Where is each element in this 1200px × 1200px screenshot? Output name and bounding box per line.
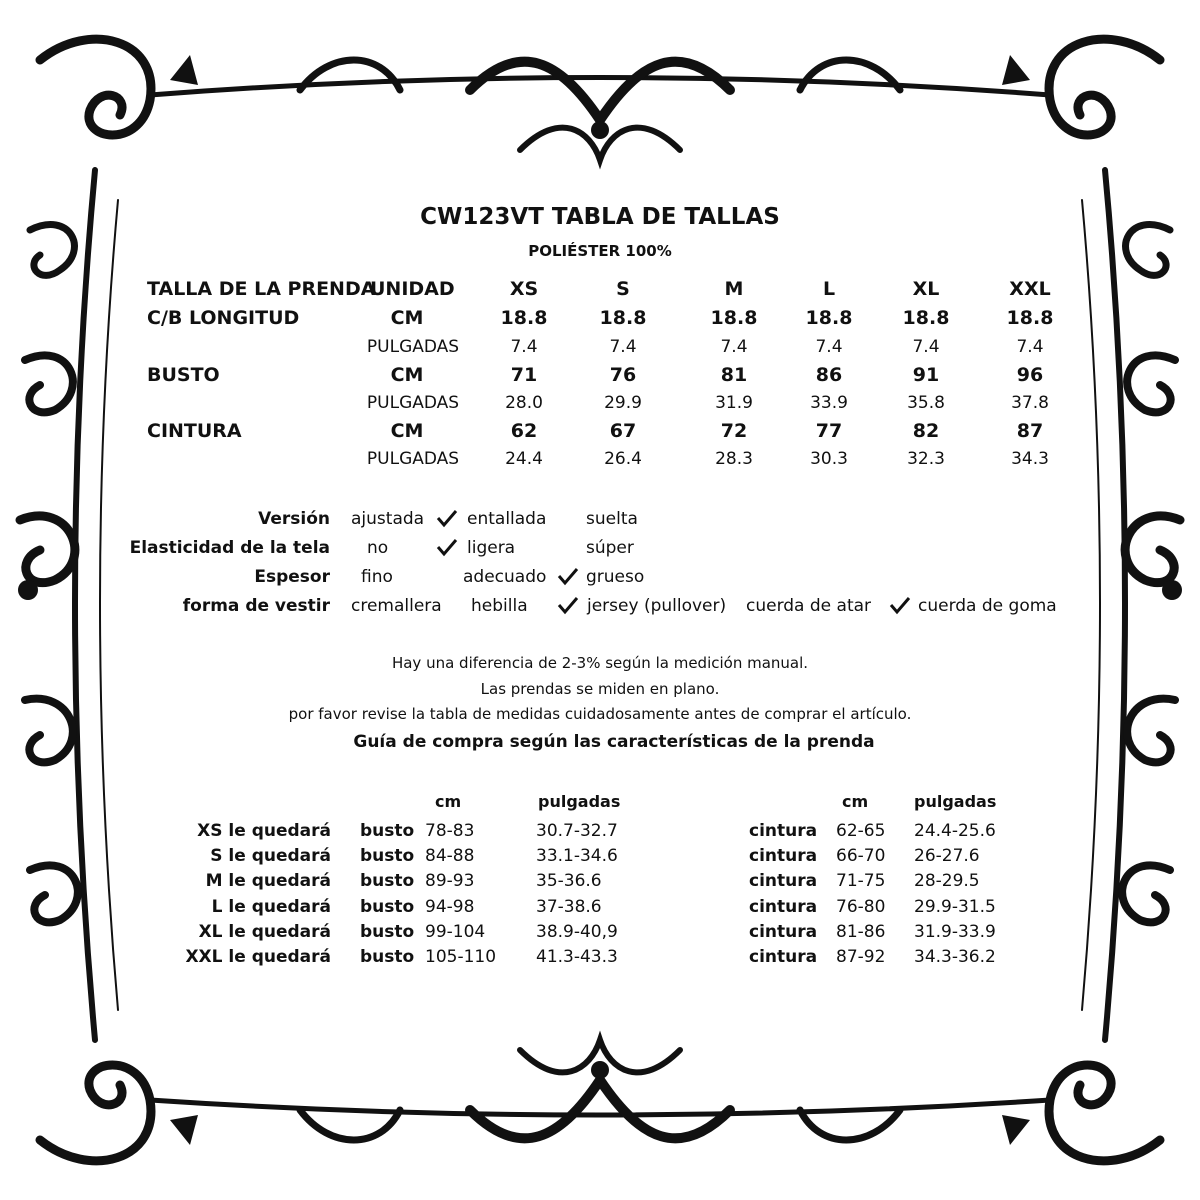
header-size-xs: XS xyxy=(509,278,539,300)
table-cell: 91 xyxy=(912,364,940,386)
guide-part-label: busto xyxy=(360,871,415,891)
table-cell: 18.8 xyxy=(902,307,950,329)
table-cell: 18.8 xyxy=(710,307,758,329)
note-text: Las prendas se miden en plano. xyxy=(480,680,720,698)
row-label-waist: CINTURA xyxy=(147,420,242,442)
header-size-s: S xyxy=(616,278,630,300)
feature-option: adecuado xyxy=(463,567,547,587)
guide-size-label: M le quedará xyxy=(205,871,331,891)
guide-part-label: busto xyxy=(360,947,415,967)
guide-value: 33.1-34.6 xyxy=(536,846,618,866)
table-cell: 76 xyxy=(609,364,637,386)
table-cell: 86 xyxy=(815,364,843,386)
unit-cm: CM xyxy=(390,364,424,386)
guide-value: 37-38.6 xyxy=(536,897,602,917)
guide-size-label: L le quedará xyxy=(211,897,331,917)
feature-option: cuerda de atar xyxy=(746,596,872,616)
table-cell: 81 xyxy=(720,364,748,386)
header-garment-size: TALLA DE LA PRENDA xyxy=(147,278,376,300)
guide-part-label: cintura xyxy=(749,947,818,967)
table-cell: 7.4 xyxy=(912,337,940,357)
feature-option: jersey (pullover) xyxy=(587,596,727,616)
table-cell: 26.4 xyxy=(604,449,642,469)
unit-inches: PULGADAS xyxy=(366,337,460,357)
guide-value: 87-92 xyxy=(836,947,886,967)
guide-header-cm: cm xyxy=(435,792,462,811)
table-cell: 18.8 xyxy=(599,307,647,329)
feature-label-version: Versión xyxy=(258,509,330,529)
table-cell: 7.4 xyxy=(815,337,843,357)
feature-option: ajustada xyxy=(351,509,425,529)
table-cell: 7.4 xyxy=(1016,337,1044,357)
table-cell: 18.8 xyxy=(1006,307,1054,329)
guide-value: 66-70 xyxy=(836,846,886,866)
table-cell: 29.9 xyxy=(604,393,642,413)
table-cell: 87 xyxy=(1016,420,1044,442)
table-cell: 18.8 xyxy=(500,307,548,329)
guide-value: 24.4-25.6 xyxy=(914,821,996,841)
guide-value: 84-88 xyxy=(425,846,475,866)
feature-option: grueso xyxy=(586,567,645,587)
unit-inches: PULGADAS xyxy=(366,393,460,413)
table-cell: 18.8 xyxy=(805,307,853,329)
table-cell: 7.4 xyxy=(609,337,637,357)
table-cell: 77 xyxy=(815,420,843,442)
guide-value: 34.3-36.2 xyxy=(914,947,996,967)
guide-value: 30.7-32.7 xyxy=(536,821,618,841)
table-cell: 7.4 xyxy=(720,337,748,357)
check-icon xyxy=(557,595,579,615)
feature-option: cremallera xyxy=(351,596,442,616)
table-cell: 62 xyxy=(510,420,538,442)
feature-label-elasticity: Elasticidad de la tela xyxy=(129,538,330,558)
table-cell: 82 xyxy=(912,420,940,442)
guide-part-label: cintura xyxy=(749,821,818,841)
guide-value: 99-104 xyxy=(425,922,486,942)
feature-label-thickness: Espesor xyxy=(254,567,330,587)
table-cell: 96 xyxy=(1016,364,1044,386)
unit-cm: CM xyxy=(390,307,424,329)
guide-part-label: busto xyxy=(360,821,415,841)
guide-value: 29.9-31.5 xyxy=(914,897,996,917)
guide-size-label: S le quedará xyxy=(210,846,331,866)
feature-option: fino xyxy=(361,567,393,587)
feature-option: cuerda de goma xyxy=(918,596,1057,616)
guide-value: 28-29.5 xyxy=(914,871,980,891)
guide-header-inches: pulgadas xyxy=(538,792,621,811)
guide-header-cm: cm xyxy=(842,792,869,811)
feature-option: hebilla xyxy=(471,596,528,616)
feature-label-wear-style: forma de vestir xyxy=(182,596,330,616)
table-cell: 7.4 xyxy=(510,337,538,357)
guide-value: 94-98 xyxy=(425,897,475,917)
header-size-xxl: XXL xyxy=(1009,278,1051,300)
feature-option: súper xyxy=(586,538,634,558)
header-unit: UNIDAD xyxy=(370,278,455,300)
note-text: por favor revise la tabla de medidas cuidadosamente antes de comprar el artículo. xyxy=(288,705,912,723)
guide-size-label: XL le quedará xyxy=(198,922,331,942)
page-title: CW123VT TABLA DE TALLAS xyxy=(420,204,780,230)
table-cell: 35.8 xyxy=(907,393,945,413)
header-size-l: L xyxy=(822,278,836,300)
guide-part-label: cintura xyxy=(749,846,818,866)
feature-option: ligera xyxy=(467,538,516,558)
feature-option: suelta xyxy=(586,509,638,529)
guide-part-label: cintura xyxy=(749,871,818,891)
guide-size-label: XS le quedará xyxy=(197,821,331,841)
feature-option: no xyxy=(367,538,389,558)
guide-value: 31.9-33.9 xyxy=(914,922,996,942)
row-label-length: C/B LONGITUD xyxy=(147,307,300,329)
check-icon xyxy=(557,566,579,586)
table-cell: 24.4 xyxy=(505,449,543,469)
guide-value: 81-86 xyxy=(836,922,886,942)
guide-value: 78-83 xyxy=(425,821,475,841)
guide-part-label: busto xyxy=(360,922,415,942)
guide-value: 26-27.6 xyxy=(914,846,980,866)
guide-value: 76-80 xyxy=(836,897,886,917)
table-cell: 28.3 xyxy=(715,449,753,469)
check-icon xyxy=(889,595,911,615)
guide-part-label: busto xyxy=(360,846,415,866)
table-cell: 33.9 xyxy=(810,393,848,413)
note-text: Hay una diferencia de 2-3% según la medición manual. xyxy=(391,654,809,672)
table-cell: 30.3 xyxy=(810,449,848,469)
guide-size-label: XXL le quedará xyxy=(185,947,331,967)
table-cell: 67 xyxy=(609,420,637,442)
guide-part-label: busto xyxy=(360,897,415,917)
guide-value: 38.9-40,9 xyxy=(536,922,618,942)
guide-value: 105-110 xyxy=(425,947,497,967)
feature-option: entallada xyxy=(467,509,547,529)
guide-header-inches: pulgadas xyxy=(914,792,997,811)
guide-title: Guía de compra según las características de la prenda xyxy=(353,732,875,752)
guide-value: 89-93 xyxy=(425,871,475,891)
page-subtitle: POLIÉSTER 100% xyxy=(528,242,672,260)
table-cell: 34.3 xyxy=(1011,449,1049,469)
guide-value: 35-36.6 xyxy=(536,871,602,891)
unit-inches: PULGADAS xyxy=(366,449,460,469)
guide-part-label: cintura xyxy=(749,922,818,942)
header-size-m: M xyxy=(724,278,744,300)
table-cell: 37.8 xyxy=(1011,393,1049,413)
row-label-bust: BUSTO xyxy=(147,364,220,386)
check-icon xyxy=(436,508,458,528)
guide-value: 62-65 xyxy=(836,821,886,841)
table-cell: 72 xyxy=(720,420,748,442)
table-cell: 28.0 xyxy=(505,393,543,413)
unit-cm: CM xyxy=(390,420,424,442)
table-cell: 31.9 xyxy=(715,393,753,413)
table-cell: 32.3 xyxy=(907,449,945,469)
guide-part-label: cintura xyxy=(749,897,818,917)
check-icon xyxy=(436,537,458,557)
table-cell: 71 xyxy=(510,364,538,386)
header-size-xl: XL xyxy=(912,278,940,300)
guide-value: 41.3-43.3 xyxy=(536,947,618,967)
guide-value: 71-75 xyxy=(836,871,886,891)
